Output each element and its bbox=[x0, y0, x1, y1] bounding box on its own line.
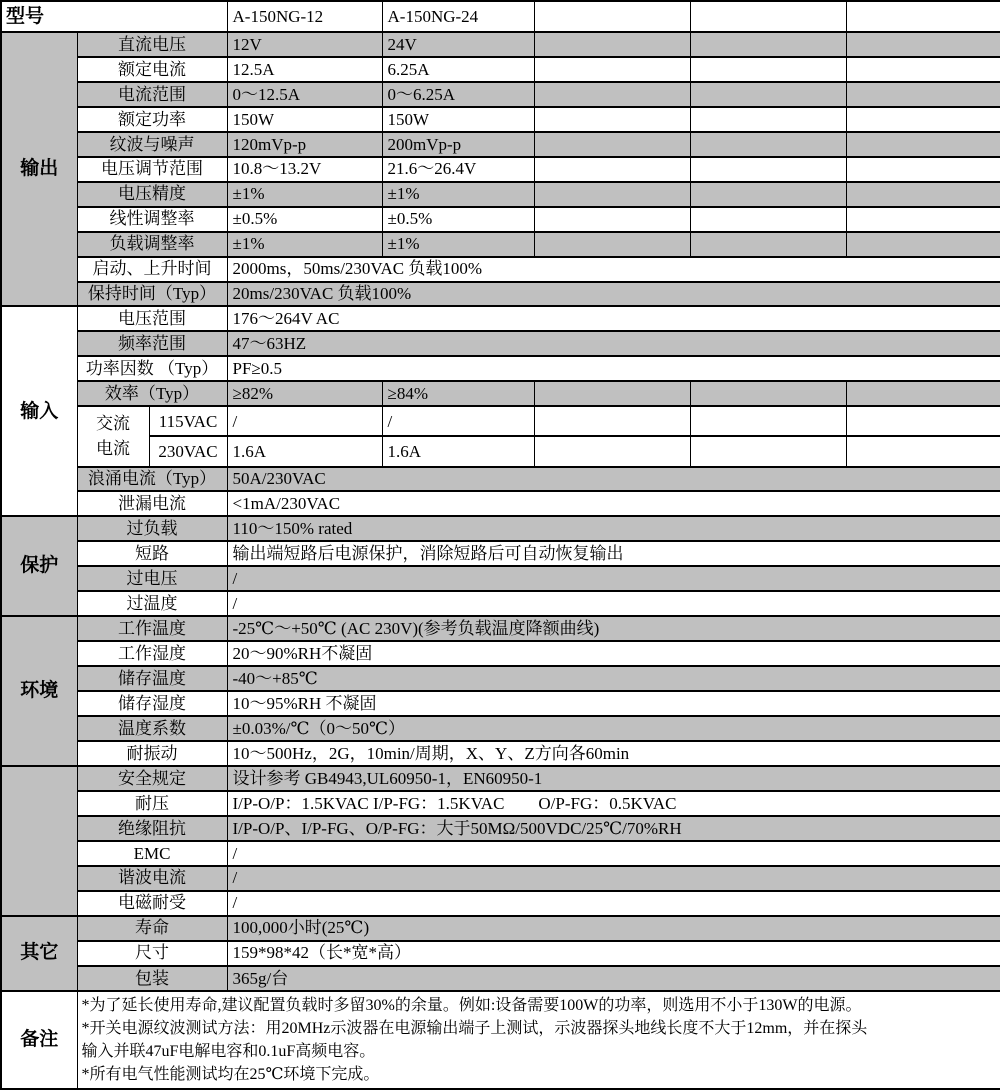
spec-value: PF≥0.5 bbox=[227, 356, 1000, 381]
notes-cell bbox=[77, 991, 1000, 1089]
spec-value: 50A/230VAC bbox=[227, 467, 1000, 492]
empty-cell bbox=[690, 57, 846, 82]
spec-label: 寿命 bbox=[77, 916, 227, 941]
spec-value: / bbox=[227, 406, 382, 436]
spec-value: <1mA/230VAC bbox=[227, 491, 1000, 516]
spec-value: 24V bbox=[382, 32, 534, 57]
empty-cell bbox=[534, 406, 690, 436]
section-label-input: 输入 bbox=[1, 306, 77, 516]
spec-value: 10～500Hz，2G，10min/周期，X、Y、Z方向各60min bbox=[227, 741, 1000, 766]
empty-cell bbox=[690, 107, 846, 132]
spec-value: 2000ms，50ms/230VAC 负载100% bbox=[227, 257, 1000, 282]
spec-label: 耐振动 bbox=[77, 741, 227, 766]
spec-value: -25℃～+50℃ (AC 230V)(参考负载温度降额曲线) bbox=[227, 616, 1000, 641]
spec-value: ±1% bbox=[382, 182, 534, 207]
empty-cell bbox=[534, 32, 690, 57]
spec-label: 电压范围 bbox=[77, 306, 227, 331]
spec-label: 负载调整率 bbox=[77, 232, 227, 257]
section-label-safety bbox=[1, 766, 77, 916]
section-label-protection: 保护 bbox=[1, 516, 77, 616]
spec-value: 47～63HZ bbox=[227, 331, 1000, 356]
spec-label: 安全规定 bbox=[77, 766, 227, 791]
empty-cell bbox=[534, 57, 690, 82]
spec-value: 1.6A bbox=[227, 436, 382, 466]
spec-label: 过温度 bbox=[77, 591, 227, 616]
spec-value: / bbox=[227, 566, 1000, 591]
spec-value: ±0.5% bbox=[382, 207, 534, 232]
spec-label: 包装 bbox=[77, 966, 227, 991]
spec-label: 电压精度 bbox=[77, 182, 227, 207]
spec-label: 保持时间（Typ） bbox=[77, 282, 227, 307]
spec-label: 温度系数 bbox=[77, 716, 227, 741]
empty-cell bbox=[846, 107, 1000, 132]
spec-value: 120mVp-p bbox=[227, 132, 382, 157]
spec-value: 20ms/230VAC 负载100% bbox=[227, 282, 1000, 307]
empty-cell bbox=[690, 32, 846, 57]
spec-label: 工作温度 bbox=[77, 616, 227, 641]
empty-cell bbox=[690, 207, 846, 232]
section-label-output: 输出 bbox=[1, 32, 77, 306]
empty-cell bbox=[690, 132, 846, 157]
spec-value: 100,000小时(25℃) bbox=[227, 916, 1000, 941]
spec-value: I/P-O/P、I/P-FG、O/P-FG：大于50MΩ/500VDC/25℃/70%RH bbox=[227, 816, 1000, 841]
spec-value: ≥82% bbox=[227, 381, 382, 406]
spec-value: ±0.03%/℃（0～50℃） bbox=[227, 716, 1000, 741]
empty-cell bbox=[846, 82, 1000, 107]
note-line: *为了延长使用寿命,建议配置负载时多留30%的余量。例如:设备需要100W的功率，则选用不小于130W的电源。 bbox=[81, 997, 862, 1014]
model-name: A-150NG-24 bbox=[382, 1, 534, 32]
empty-cell bbox=[534, 381, 690, 406]
spec-value: -40～+85℃ bbox=[227, 666, 1000, 691]
spec-sublabel: 230VAC bbox=[149, 436, 227, 466]
spec-label: 储存湿度 bbox=[77, 691, 227, 716]
empty-cell bbox=[846, 207, 1000, 232]
empty-cell bbox=[846, 32, 1000, 57]
empty-cell bbox=[846, 1, 1000, 32]
empty-cell bbox=[846, 232, 1000, 257]
spec-value: ±0.5% bbox=[227, 207, 382, 232]
spec-value: 159*98*42（长*宽*高） bbox=[227, 941, 1000, 966]
spec-label: 额定功率 bbox=[77, 107, 227, 132]
empty-cell bbox=[534, 207, 690, 232]
spec-value: 0～12.5A bbox=[227, 82, 382, 107]
spec-value: ±1% bbox=[227, 232, 382, 257]
spec-value: 6.25A bbox=[382, 57, 534, 82]
spec-label: 绝缘阻抗 bbox=[77, 816, 227, 841]
spec-value: / bbox=[227, 841, 1000, 866]
section-label-notes: 备注 bbox=[1, 991, 77, 1089]
empty-cell bbox=[534, 182, 690, 207]
spec-label: 纹波与噪声 bbox=[77, 132, 227, 157]
spec-label: 电流范围 bbox=[77, 82, 227, 107]
spec-value: ±1% bbox=[382, 232, 534, 257]
empty-cell bbox=[534, 232, 690, 257]
model-name: A-150NG-12 bbox=[227, 1, 382, 32]
spec-label: 直流电压 bbox=[77, 32, 227, 57]
spec-label: 泄漏电流 bbox=[77, 491, 227, 516]
section-label-environment: 环境 bbox=[1, 616, 77, 766]
spec-label: 过电压 bbox=[77, 566, 227, 591]
spec-label: 效率（Typ） bbox=[77, 381, 227, 406]
spec-label: 过负载 bbox=[77, 516, 227, 541]
empty-cell bbox=[846, 57, 1000, 82]
spec-label: 功率因数 （Typ） bbox=[77, 356, 227, 381]
ac-current-label bbox=[77, 406, 149, 466]
spec-label: 电磁耐受 bbox=[77, 891, 227, 916]
ac-current-label-line2: 电流 bbox=[96, 439, 130, 459]
spec-label: 尺寸 bbox=[77, 941, 227, 966]
empty-cell bbox=[534, 82, 690, 107]
spec-value: 1.6A bbox=[382, 436, 534, 466]
spec-value: 365g/台 bbox=[227, 966, 1000, 991]
note-line: *所有电气性能测试均在25℃环境下完成。 bbox=[81, 1066, 380, 1083]
empty-cell bbox=[690, 157, 846, 182]
spec-value: 21.6～26.4V bbox=[382, 157, 534, 182]
spec-label: 耐压 bbox=[77, 791, 227, 816]
spec-value: 10.8～13.2V bbox=[227, 157, 382, 182]
spec-label: 储存温度 bbox=[77, 666, 227, 691]
empty-cell bbox=[690, 232, 846, 257]
spec-value: ≥84% bbox=[382, 381, 534, 406]
empty-cell bbox=[690, 406, 846, 436]
spec-value: 输出端短路后电源保护，消除短路后可自动恢复输出 bbox=[227, 541, 1000, 566]
note-line: *开关电源纹波测试方法：用20MHz示波器在电源输出端子上测试，示波器探头地线长度不大于12mm，并在探头 bbox=[81, 1020, 868, 1037]
model-row-label: 型号 bbox=[1, 1, 227, 32]
empty-cell bbox=[534, 132, 690, 157]
empty-cell bbox=[534, 436, 690, 466]
spec-label: 谐波电流 bbox=[77, 866, 227, 891]
empty-cell bbox=[690, 436, 846, 466]
spec-value: / bbox=[227, 891, 1000, 916]
spec-sublabel: 115VAC bbox=[149, 406, 227, 436]
empty-cell bbox=[534, 157, 690, 182]
spec-label: 电压调节范围 bbox=[77, 157, 227, 182]
spec-value: 0～6.25A bbox=[382, 82, 534, 107]
spec-label: 线性调整率 bbox=[77, 207, 227, 232]
spec-value: 20～90%RH不凝固 bbox=[227, 641, 1000, 666]
empty-cell bbox=[846, 406, 1000, 436]
empty-cell bbox=[534, 1, 690, 32]
spec-value: 12.5A bbox=[227, 57, 382, 82]
empty-cell bbox=[846, 182, 1000, 207]
empty-cell bbox=[846, 132, 1000, 157]
spec-label: 短路 bbox=[77, 541, 227, 566]
spec-label: EMC bbox=[77, 841, 227, 866]
spec-label: 浪涌电流（Typ） bbox=[77, 467, 227, 492]
spec-label: 工作湿度 bbox=[77, 641, 227, 666]
spec-value: 176～264V AC bbox=[227, 306, 1000, 331]
spec-value: 设计参考 GB4943,UL60950-1，EN60950-1 bbox=[227, 766, 1000, 791]
spec-value: 150W bbox=[227, 107, 382, 132]
empty-cell bbox=[846, 436, 1000, 466]
empty-cell bbox=[534, 107, 690, 132]
note-line: 输入并联47uF电解电容和0.1uF高频电容。 bbox=[81, 1043, 376, 1060]
spec-value: / bbox=[382, 406, 534, 436]
spec-label: 额定电流 bbox=[77, 57, 227, 82]
spec-value: I/P-O/P：1.5KVAC I/P-FG：1.5KVAC O/P-FG：0.5KVAC bbox=[227, 791, 1000, 816]
empty-cell bbox=[846, 381, 1000, 406]
empty-cell bbox=[690, 1, 846, 32]
spec-value: 200mVp-p bbox=[382, 132, 534, 157]
spec-value: 150W bbox=[382, 107, 534, 132]
spec-value: 12V bbox=[227, 32, 382, 57]
empty-cell bbox=[846, 157, 1000, 182]
empty-cell bbox=[690, 82, 846, 107]
section-label-other: 其它 bbox=[1, 916, 77, 991]
spec-value: / bbox=[227, 866, 1000, 891]
spec-value: 10～95%RH 不凝固 bbox=[227, 691, 1000, 716]
spec-value: / bbox=[227, 591, 1000, 616]
spec-value: 110～150% rated bbox=[227, 516, 1000, 541]
spec-label: 频率范围 bbox=[77, 331, 227, 356]
spec-label: 启动、上升时间 bbox=[77, 257, 227, 282]
spec-value: ±1% bbox=[227, 182, 382, 207]
empty-cell bbox=[690, 381, 846, 406]
ac-current-label-line1: 交流 bbox=[96, 414, 130, 434]
empty-cell bbox=[690, 182, 846, 207]
